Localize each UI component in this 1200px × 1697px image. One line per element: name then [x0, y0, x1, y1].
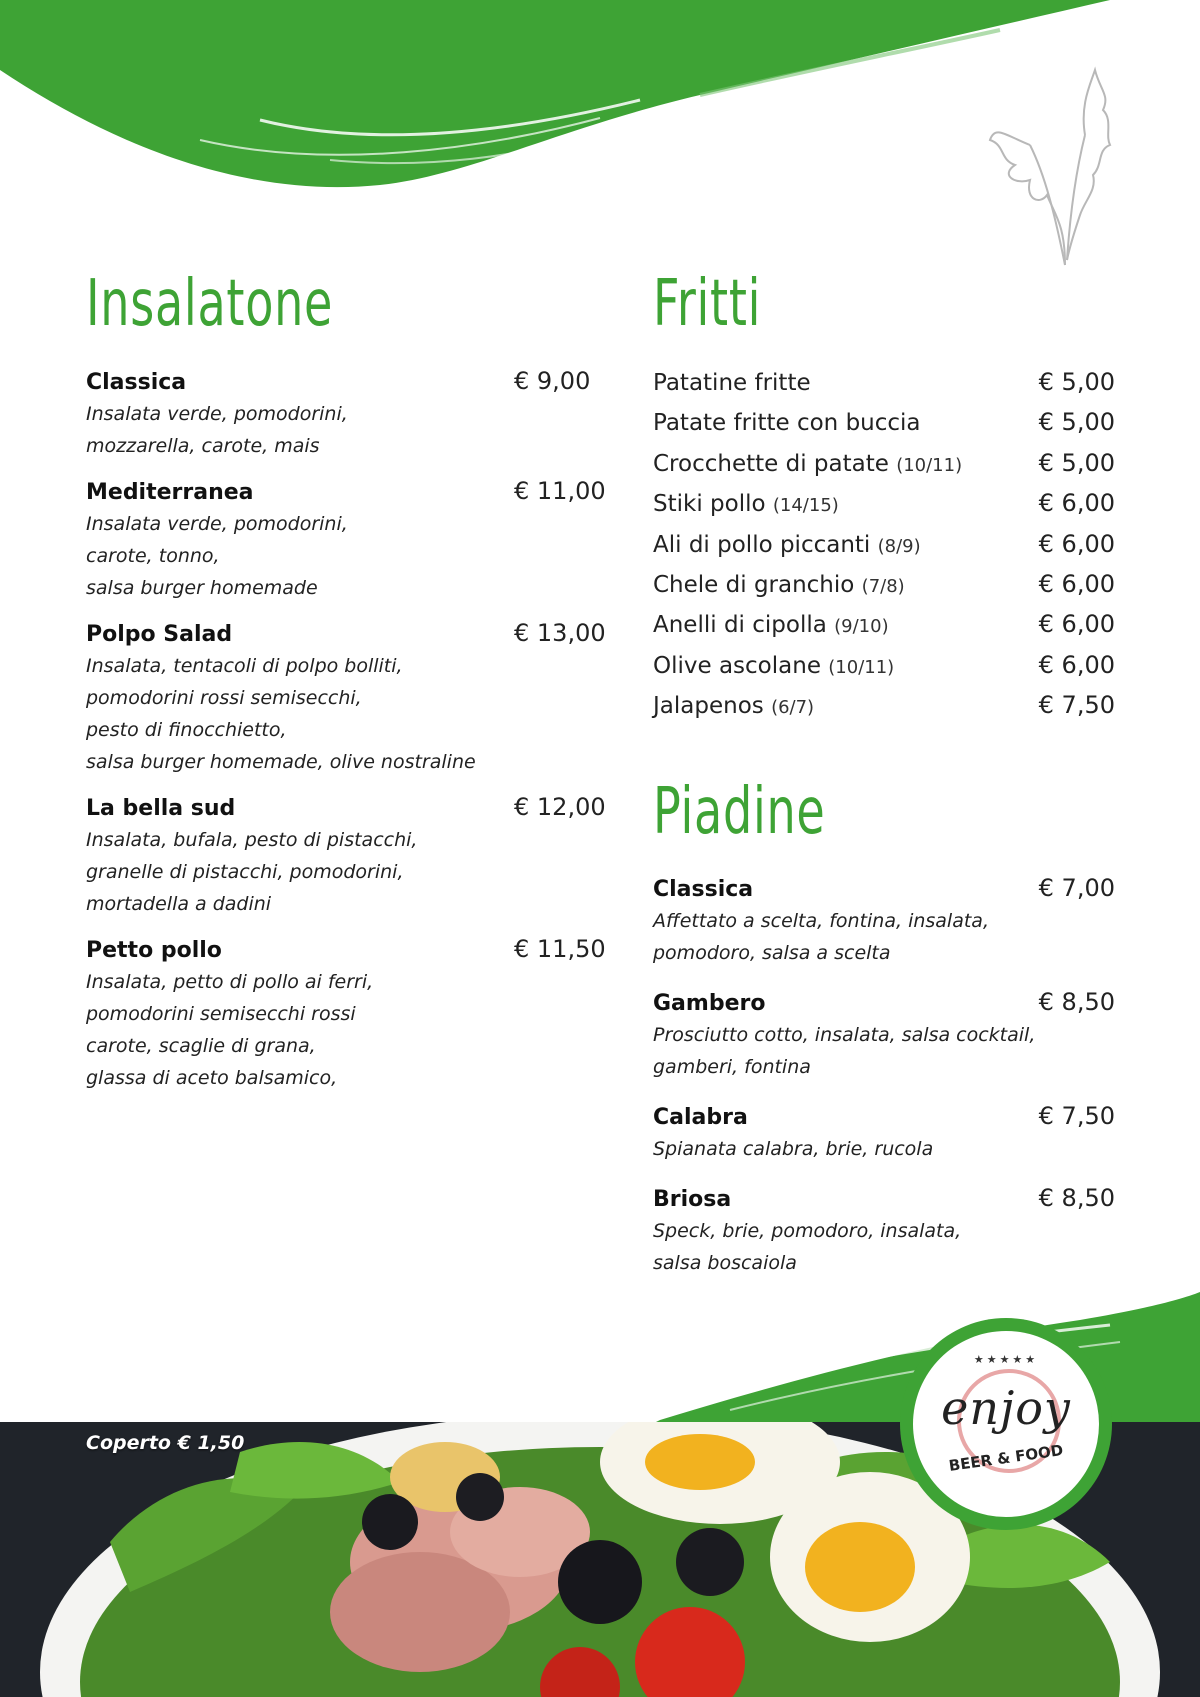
- fritti-list: [653, 363, 1115, 727]
- description-line: carote, scaglie di grana,: [86, 1035, 316, 1057]
- menu-item: [653, 363, 1115, 403]
- item-name: Classica: [653, 877, 754, 902]
- arugula-leaf-icon: [985, 65, 1115, 275]
- item-price: € 13,00: [514, 619, 606, 647]
- item-price: € 9,00: [514, 367, 591, 395]
- enjoy-logo: [900, 1318, 1112, 1530]
- menu-item: [653, 873, 1115, 969]
- description-line: Affettato a scelta, fontina, insalata,: [653, 910, 989, 932]
- item-price: € 11,50: [514, 935, 606, 963]
- fritti-title: Fritti: [653, 267, 762, 341]
- menu-item: [653, 686, 1115, 726]
- item-name: Stiki pollo: [653, 491, 766, 518]
- coperto-note: Coperto € 1,50: [86, 1432, 245, 1454]
- description-line: salsa burger homemade: [86, 577, 318, 599]
- item-name: Polpo Salad: [86, 622, 233, 647]
- item-name: Jalapenos: [653, 693, 764, 720]
- item-price: € 6,00: [1038, 650, 1115, 679]
- menu-item: [86, 792, 606, 920]
- description-line: mortadella a dadini: [86, 893, 272, 915]
- menu-item: [653, 1183, 1115, 1279]
- menu-item: [653, 565, 1115, 605]
- description-line: salsa boscaiola: [653, 1252, 797, 1274]
- description-line: pomodorini rossi semisecchi,: [86, 687, 362, 709]
- description-line: Insalata verde, pomodorini,: [86, 513, 348, 535]
- item-code: (8/9): [877, 535, 921, 557]
- item-description: [86, 824, 606, 920]
- item-name: Chele di granchio: [653, 571, 855, 598]
- description-line: Speck, brie, pomodoro, insalata,: [653, 1220, 962, 1242]
- description-line: Prosciutto cotto, insalata, salsa cocktail,: [653, 1024, 1036, 1046]
- item-name: Olive ascolane: [653, 652, 821, 679]
- item-name: Gambero: [653, 991, 766, 1016]
- logo-tagline: BEER & FOOD: [947, 1441, 1065, 1475]
- item-code: (6/7): [771, 697, 815, 719]
- item-code: (9/10): [834, 616, 889, 638]
- menu-item: [653, 403, 1115, 443]
- item-description: [653, 905, 1115, 969]
- description-line: Insalata, bufala, pesto di pistacchi,: [86, 829, 418, 851]
- description-line: granelle di pistacchi, pomodorini,: [86, 861, 404, 883]
- item-price: € 5,00: [1038, 448, 1115, 477]
- item-description: [653, 1133, 1115, 1165]
- piadine-list: [653, 873, 1115, 1297]
- item-name: Patate fritte con buccia: [653, 410, 921, 437]
- item-description: [86, 508, 606, 604]
- item-name: Anelli di cipolla: [653, 612, 827, 639]
- description-line: Insalata, petto di pollo ai ferri,: [86, 971, 374, 993]
- item-price: € 7,00: [1038, 874, 1115, 902]
- description-line: Insalata verde, pomodorini,: [86, 403, 348, 425]
- logo-stars: ★★★★★: [973, 1353, 1039, 1366]
- item-name: Briosa: [653, 1187, 732, 1212]
- menu-item: [86, 366, 606, 462]
- item-description: [86, 398, 606, 462]
- menu-item: [653, 987, 1115, 1083]
- menu-item: [653, 646, 1115, 686]
- description-line: Spianata calabra, brie, rucola: [653, 1138, 934, 1160]
- item-price: € 5,00: [1038, 408, 1115, 437]
- item-name: Mediterranea: [86, 480, 254, 505]
- item-price: € 6,00: [1038, 569, 1115, 598]
- menu-item: [653, 605, 1115, 645]
- item-name: Petto pollo: [86, 938, 222, 963]
- item-name: La bella sud: [86, 796, 236, 821]
- item-name: Ali di pollo piccanti: [653, 531, 871, 558]
- item-price: € 11,00: [514, 477, 606, 505]
- item-price: € 12,00: [514, 793, 606, 821]
- insalatone-title: Insalatone: [86, 267, 334, 341]
- item-code: (7/8): [861, 575, 905, 597]
- menu-item: [86, 618, 606, 778]
- insalatone-list: [86, 366, 606, 1108]
- menu-item: [653, 525, 1115, 565]
- item-price: € 6,00: [1038, 610, 1115, 639]
- item-name: Patatine fritte: [653, 370, 811, 396]
- description-line: Insalata, tentacoli di polpo bolliti,: [86, 655, 403, 677]
- description-line: gamberi, fontina: [653, 1056, 811, 1078]
- logo-wordmark: enjoy: [941, 1381, 1071, 1435]
- item-price: € 8,50: [1038, 1184, 1115, 1212]
- item-name: Crocchette di patate: [653, 450, 889, 477]
- description-line: pomodorini semisecchi rossi: [86, 1003, 356, 1025]
- item-name: Classica: [86, 370, 187, 395]
- item-code: (10/11): [828, 656, 895, 678]
- piadine-title: Piadine: [653, 775, 826, 849]
- description-line: pesto di finocchietto,: [86, 719, 287, 741]
- item-code: (14/15): [772, 495, 839, 517]
- description-line: salsa burger homemade, olive nostraline: [86, 751, 476, 773]
- description-line: carote, tonno,: [86, 545, 220, 567]
- description-line: pomodoro, salsa a scelta: [653, 942, 891, 964]
- item-price: € 7,50: [1038, 1102, 1115, 1130]
- menu-item: [653, 444, 1115, 484]
- item-description: [86, 650, 606, 778]
- description-line: glassa di aceto balsamico,: [86, 1067, 338, 1089]
- menu-item: [86, 934, 606, 1094]
- item-description: [653, 1019, 1115, 1083]
- item-description: [86, 966, 606, 1094]
- item-price: € 8,50: [1038, 988, 1115, 1016]
- description-line: mozzarella, carote, mais: [86, 435, 320, 457]
- item-price: € 6,00: [1038, 529, 1115, 558]
- menu-item: [653, 1101, 1115, 1165]
- item-price: € 5,00: [1038, 368, 1115, 396]
- menu-item: [653, 484, 1115, 524]
- item-price: € 7,50: [1038, 691, 1115, 720]
- item-code: (10/11): [896, 454, 963, 476]
- item-name: Calabra: [653, 1105, 748, 1130]
- item-price: € 6,00: [1038, 489, 1115, 518]
- menu-item: [86, 476, 606, 604]
